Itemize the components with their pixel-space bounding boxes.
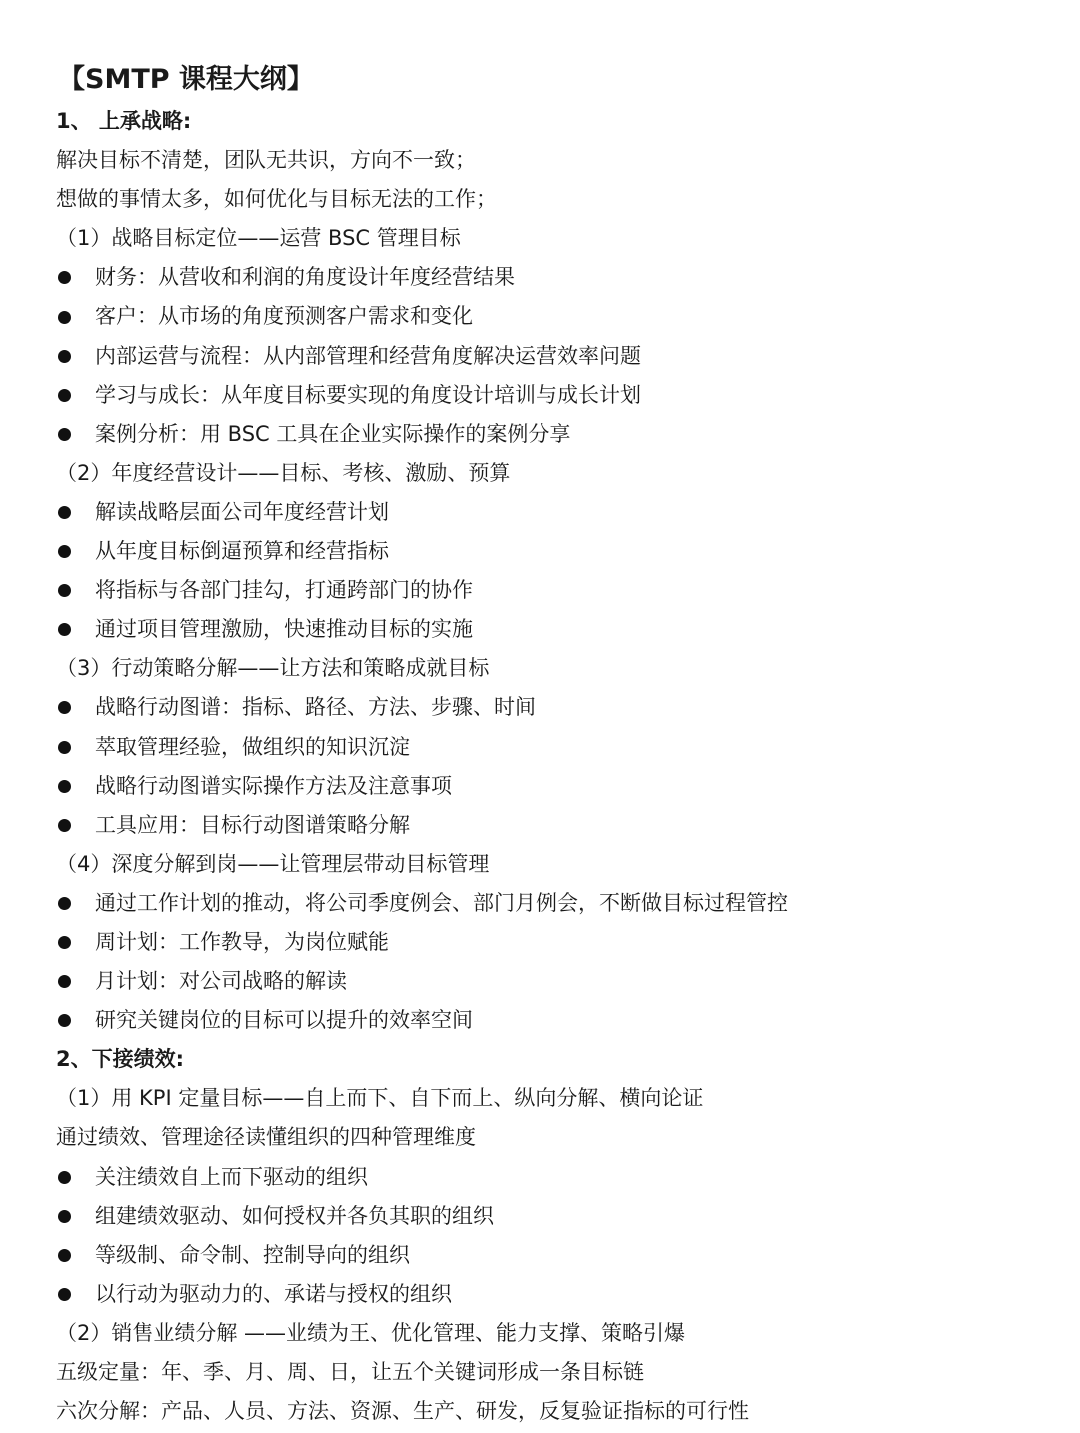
bullet-text: 工具应用：目标行动图谱策略分解 (95, 812, 410, 837)
bullet-text: 案例分析：用 BSC 工具在企业实际操作的案例分享 (95, 421, 571, 446)
bullet-item (56, 376, 1046, 415)
section-heading: 1、 上承战略: (56, 109, 192, 133)
bullet-text: 等级制、命令制、控制导向的组织 (95, 1242, 410, 1267)
bullet-item (56, 532, 1046, 571)
subsection-heading: （2）销售业绩分解 ——业绩为王、优化管理、能力支撑、策略引爆 (56, 1320, 686, 1345)
bullet-dot-icon (58, 1249, 71, 1262)
bullet-text: 研究关键岗位的目标可以提升的效率空间 (95, 1008, 473, 1033)
bullet-item (56, 493, 1046, 532)
bullet-item (56, 1197, 1046, 1236)
bullet-dot-icon (58, 741, 71, 754)
bullet-text: 战略行动图谱实际操作方法及注意事项 (95, 773, 452, 798)
bullet-dot-icon (58, 389, 71, 402)
bullet-item (56, 258, 1046, 297)
bullet-dot-icon (58, 1288, 71, 1301)
bullet-dot-icon (58, 897, 71, 910)
bullet-text: 关注绩效自上而下驱动的组织 (95, 1164, 368, 1189)
bullet-item (56, 297, 1046, 336)
bullet-item (56, 571, 1046, 610)
subsection-heading: （4）深度分解到岗——让管理层带动目标管理 (56, 851, 490, 876)
bullet-item (56, 415, 1046, 454)
bullet-text: 从年度目标倒逼预算和经营指标 (95, 539, 389, 564)
bullet-item (56, 962, 1046, 1001)
bullet-text: 月计划：对公司战略的解读 (95, 969, 347, 994)
bullet-dot-icon (58, 1014, 71, 1027)
subsection-heading: （1）战略目标定位——运营 BSC 管理目标 (56, 226, 461, 251)
bullet-item (56, 923, 1046, 962)
bullet-dot-icon (58, 506, 71, 519)
bullet-item (56, 767, 1046, 806)
bullet-dot-icon (58, 780, 71, 793)
bullet-dot-icon (58, 271, 71, 284)
bullet-text: 组建绩效驱动、如何授权并各负其职的组织 (95, 1203, 494, 1228)
bullet-text: 通过项目管理激励，快速推动目标的实施 (95, 617, 473, 642)
bullet-text: 通过工作计划的推动，将公司季度例会、部门月例会，不断做目标过程管控 (95, 890, 788, 915)
bullet-text: 将指标与各部门挂勾，打通跨部门的协作 (95, 578, 473, 603)
bullet-dot-icon (58, 1171, 71, 1184)
document-title: 【SMTP 课程大纲】 (58, 64, 314, 95)
bullet-item (56, 1001, 1046, 1040)
bullet-item (56, 728, 1046, 767)
bullet-item (56, 688, 1046, 727)
section-heading: 2、下接绩效: (56, 1047, 185, 1072)
bullet-text: 客户：从市场的角度预测客户需求和变化 (95, 304, 473, 329)
bullet-dot-icon (58, 975, 71, 988)
subsection-heading: （2）年度经营设计——目标、考核、激励、预算 (56, 460, 511, 485)
bullet-dot-icon (58, 623, 71, 636)
outline-lines (56, 102, 1046, 1431)
bullet-item (56, 1275, 1046, 1314)
course-outline-document (56, 58, 1046, 1431)
bullet-text: 战略行动图谱：指标、路径、方法、步骤、时间 (95, 695, 536, 720)
body-text-line: 解决目标不清楚，团队无共识，方向不一致； (56, 148, 476, 173)
bullet-item (56, 806, 1046, 845)
bullet-item (56, 884, 1046, 923)
bullet-text: 学习与成长：从年度目标要实现的角度设计培训与成长计划 (95, 382, 641, 407)
bullet-dot-icon (58, 545, 71, 558)
subsection-heading: （1）用 KPI 定量目标——自上而下、自下而上、纵向分解、横向论证 (56, 1086, 704, 1111)
subsection-heading: （3）行动策略分解——让方法和策略成就目标 (56, 656, 490, 681)
body-text-line: 五级定量：年、季、月、周、日，让五个关键词形成一条目标链 (56, 1360, 644, 1384)
body-text-line: 通过绩效、管理途径读懂组织的四种管理维度 (56, 1125, 476, 1150)
bullet-dot-icon (58, 819, 71, 832)
bullet-text: 解读战略层面公司年度经营计划 (95, 499, 389, 524)
bullet-dot-icon (58, 1210, 71, 1223)
bullet-dot-icon (58, 701, 71, 714)
bullet-dot-icon (58, 350, 71, 363)
body-text-line: 想做的事情太多，如何优化与目标无法的工作； (56, 187, 497, 212)
bullet-dot-icon (58, 936, 71, 949)
bullet-text: 以行动为驱动力的、承诺与授权的组织 (95, 1281, 452, 1306)
bullet-item (56, 1236, 1046, 1275)
bullet-item (56, 1158, 1046, 1197)
bullet-dot-icon (58, 584, 71, 597)
body-text-line: 六次分解：产品、人员、方法、资源、生产、研发，反复验证指标的可行性 (56, 1399, 749, 1424)
bullet-dot-icon (58, 428, 71, 441)
bullet-item (56, 610, 1046, 649)
bullet-dot-icon (58, 311, 71, 324)
bullet-text: 内部运营与流程：从内部管理和经营角度解决运营效率问题 (95, 343, 641, 368)
bullet-item (56, 337, 1046, 376)
bullet-text: 周计划：工作教导，为岗位赋能 (95, 929, 389, 954)
bullet-text: 财务：从营收和利润的角度设计年度经营结果 (95, 265, 515, 290)
bullet-text: 萃取管理经验，做组织的知识沉淀 (95, 734, 410, 759)
